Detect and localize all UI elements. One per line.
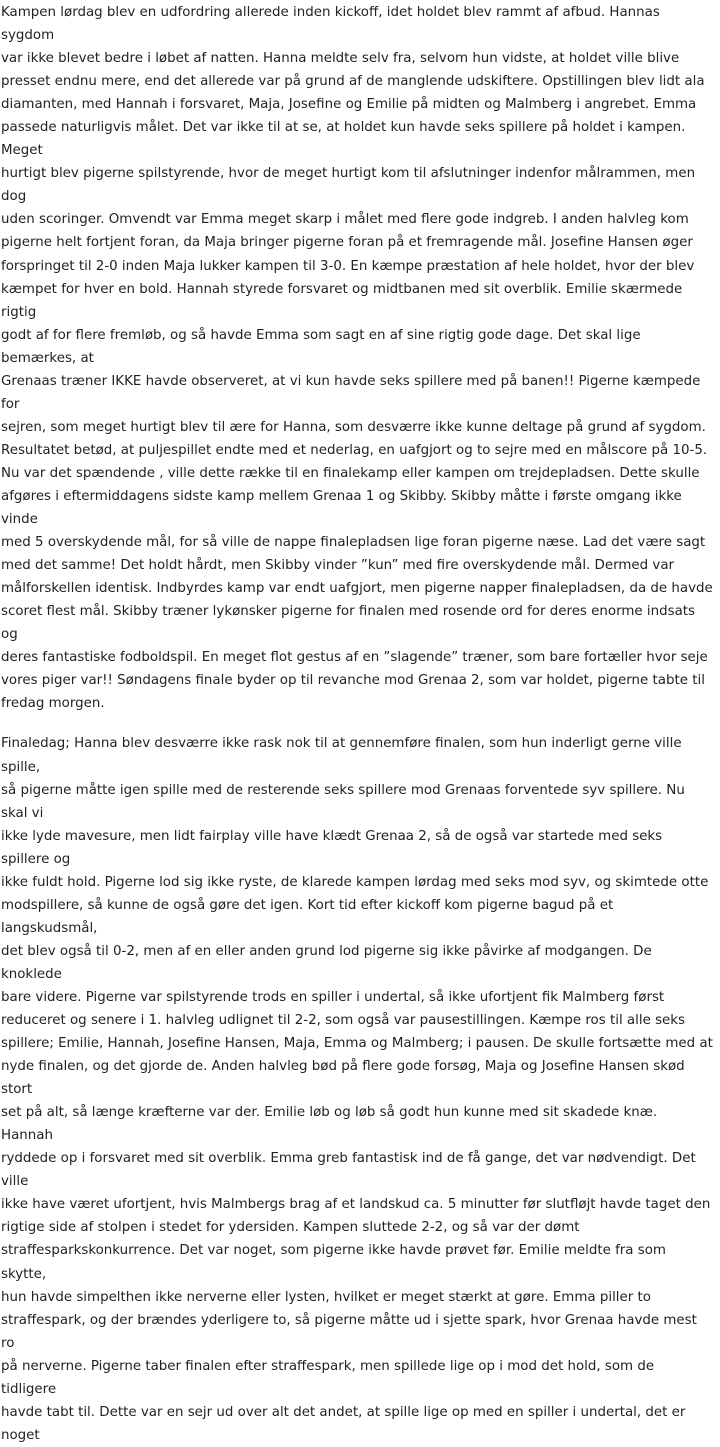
paragraph-saturday-match: Kampen lørdag blev en udfordring allerede inden kickoff, idet holdet blev rammt af afbud. Hannas sygdom var ikke blevet bedre i løbet af natten. Hanna meldte selv fra, selvom hun vidste, at holdet ville blive presset endnu mere, end det allerede var på grund af de manglende udskiftere. Opstillingen blev lidt ala diamanten, med Hannah i forsvaret, Maja, Josefine og Emilie på midten og Malmberg i angrebet. Emma passede naturligvis målet. Det var ikke til at se, at holdet kun havde seks spillere på holdet i kampen. Meget hurtigt blev pigerne spilstyrende, hvor de meget hurtigt kom til afslutninger indenfor målrammen, men dog uden scoringer. Omvendt var Emma meget skarp i målet med flere gode indgreb. I anden halvleg kom pigerne helt fortjent foran, da Maja bringer pigerne foran på et fremragende mål. Josefine Hansen øger forspringet til 2-0 inden Maja lukker kampen til 3-0. En kæmpe præstation af hele holdet, hvor der blev kæmpet for hver en bold. Hannah styrede forsvaret og midtbanen med sit overblik. Emilie skærmede rigtig godt af for flere fremløb, og så havde Emma som sagt en af sine rigtig gode dage. Det skal lige bemærkes, at Grenaas træner IKKE havde observeret, at vi kun havde seks spillere med på banen!! Pigerne kæmpede for sejren, som meget hurtigt blev til ære for Hanna, som desværre ikke kunne deltage på grund af sygdom. Resultatet betød, at puljespillet endte med et nederlag, en uafgjort og to sejre med en målscore på 10-5. Nu var det spændende , ville dette række til en finalekamp eller kampen om trejdepladsen. Dette skulle afgøres i eftermiddagens sidste kamp mellem Grenaa 1 og Skibby. Skibby måtte i første omgang ikke vinde med 5 overskydende mål, for så ville de nappe finalepladsen lige foran pigerne næse. Lad det være sagt med det samme! Det holdt hårdt, men Skibby vinder ”kun” med fire overskydende mål. Dermed var målforskellen identisk. Indbyrdes kamp var endt uafgjort, men pigerne napper finalepladsen, da de havde scoret flest mål. Skibby træner lykønsker pigerne for finalen med rosende ord for deres enorme indsats og deres fantastiske fodboldspil. En meget flot gestus af en ”slagende” træner, som bare fortæller hvor seje vores piger var!! Søndagens finale byder op til revanche mod Grenaa 2, som var holdet, pigerne tabte til fredag morgen. — [1, 5, 713, 712]
paragraph-final-day: Finaledag; Hanna blev desværre ikke rask nok til at gennemføre finalen, som hun inderligt gerne ville spille, så pigerne måtte igen spille med de resterende seks spillere mod Grenaas forventede syv spillere. Nu skal vi ikke lyde mavesure, men lidt fairplay ville have klædt Grenaa 2, så de også var startede med seks spillere og ikke fuldt hold. Pigerne lod sig ikke ryste, de klarede kampen lørdag med seks mod syv, og skimtede otte modspillere, så kunne de også gøre det igen. Kort tid efter kickoff kom pigerne bagud på et langskudsmål, det blev også til 0-2, men af en eller anden grund lod pigerne sig ikke påvirke af modgangen. De knoklede bare videre. Pigerne var spilstyrende trods en spiller i undertal, så ikke ufortjent fik Malmberg først reduceret og senere i 1. halvleg udlignet til 2-2, som også var pausestillingen. Kæmpe ros til alle seks spillere; Emilie, Hannah, Josefine Hansen, Maja, Emma og Malmberg; i pausen. De skulle fortsætte med at nyde finalen, og det gjorde de. Anden halvleg bød på flere gode forsøg, Maja og Josefine Hansen skød stort set på alt, så længe kræfterne var der. Emilie løb og løb så godt hun kunne med sit skadede knæ. Hannah ryddede op i forsvaret med sit overblik. Emma greb fantastisk ind de få gange, det var nødvendigt. Det ville ikke have været ufortjent, hvis Malmbergs brag af et landskud ca. 5 minutter før slutfløjt havde taget den rigtige side af stolpen i stedet for ydersiden. Kampen sluttede 2-2, og så var der dømt straffesparkskonkurrence. Det var noget, som pigerne ikke havde prøvet før. Emilie meldte fra som skytte, hun havde simpelthen ikke nerverne eller lysten, hvilket er meget stærkt at gøre. Emma piller to straffespark, og der brændes yderligere to, så pigerne måtte ud i sjette spark, hvor Grenaa havde mest ro på nerverne. Pigerne taber finalen efter straffespark, men spillede lige op i mod det hold, som de tidligere havde tabt til. Dette var en sejr ud over alt det andet, at spille lige op med en spiller i undertal, det er noget — [1, 736, 713, 1443]
